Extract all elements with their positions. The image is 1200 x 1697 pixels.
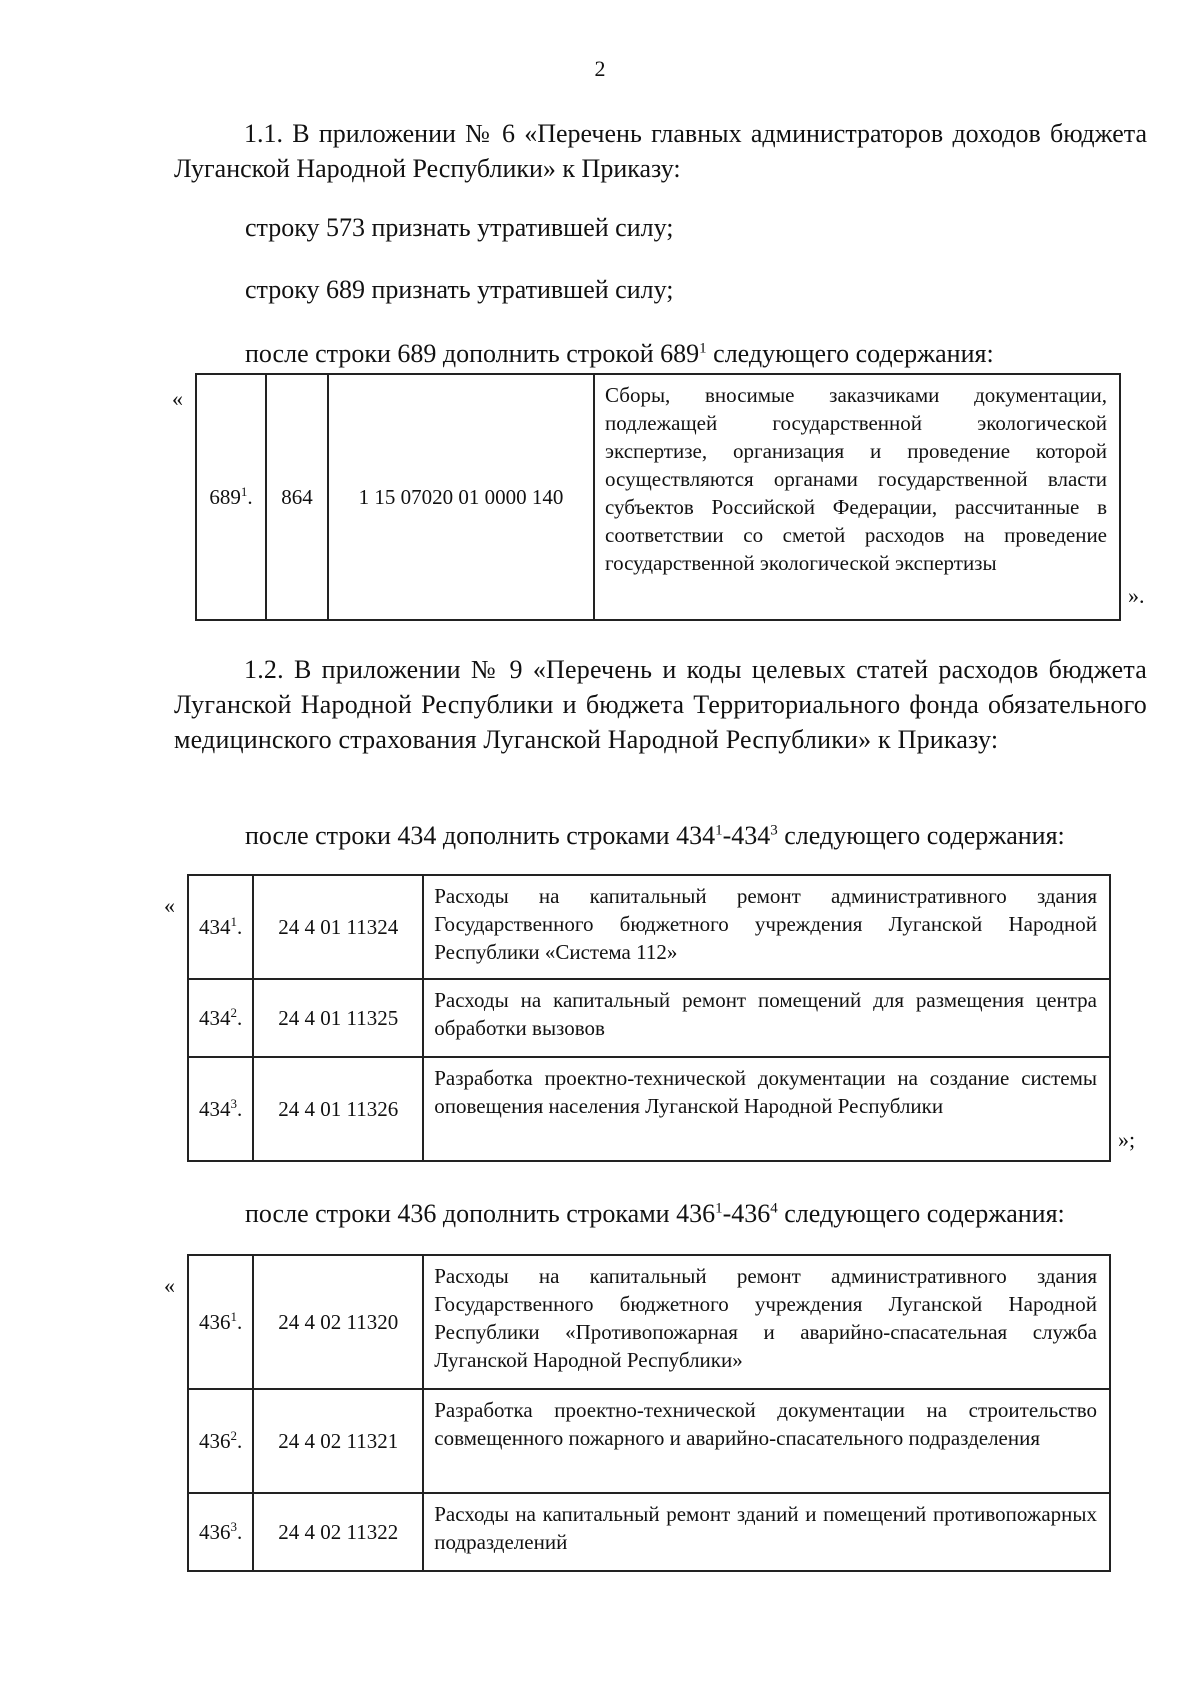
add-after-436-mid: -436 — [722, 1199, 771, 1228]
section-1-2-heading: 1.2. В приложении № 9 «Перечень и коды целевых статей расходов бюджета Луганской Народной Республики и бюджета Территориального фонда обязательного медицинского страхования Луганской Народной Республики» к Приказу: — [174, 655, 1147, 754]
row-number: $436^3$. — [188, 1493, 253, 1571]
row-number: $436^2$. — [188, 1389, 253, 1493]
open-quote: « — [164, 1273, 175, 1298]
add-after-689-prefix: после строки 689 дополнить строкой 689 — [245, 339, 700, 368]
target-code: 24 4 01 11326 — [253, 1057, 423, 1161]
table-689 — [195, 373, 1121, 621]
target-code: 24 4 02 11320 — [253, 1255, 423, 1389]
line-689: строку 689 признать утратившей силу; — [245, 275, 674, 304]
target-code: 24 4 01 11324 — [253, 875, 423, 979]
table-row — [196, 374, 1120, 620]
row-description: Сборы, вносимые заказчиками документации, подлежащей государственной экологической экспертизе, организация и проведение которой осуществляются органами государственной власти субъектов Российской Федерации, рассчитанные в соответствии со сметой расходов на проведение государственной экологической экспертизы — [594, 374, 1120, 620]
add-after-434-sup1: 1 — [715, 822, 723, 839]
row-description: Расходы на капитальный ремонт помещений для размещения центра обработки вызовов — [423, 979, 1110, 1057]
add-after-436-prefix: после строки 436 дополнить строками 436 — [245, 1199, 716, 1228]
add-after-436 — [245, 1196, 1065, 1231]
add-after-689 — [245, 336, 994, 371]
add-after-434 — [245, 818, 1065, 853]
admin-code: 864 — [266, 374, 328, 620]
add-after-434-sup2: 3 — [770, 822, 778, 839]
add-after-434-mid: -434 — [722, 821, 771, 850]
table-row — [188, 979, 1110, 1057]
row-number: $689^1$. — [196, 374, 266, 620]
table-row — [188, 1057, 1110, 1161]
target-code: 24 4 02 11322 — [253, 1493, 423, 1571]
add-after-436-sup1: 1 — [715, 1200, 723, 1217]
add-after-436-sup2: 4 — [770, 1200, 778, 1217]
open-quote: « — [164, 893, 175, 918]
page-number: 2 — [594, 56, 606, 81]
row-number: $434^1$. — [188, 875, 253, 979]
row-description: Разработка проектно-технической документации на создание системы оповещения населения Луганской Народной Республики — [423, 1057, 1110, 1161]
line-573: строку 573 признать утратившей силу; — [245, 213, 674, 242]
row-description: Разработка проектно-технической документации на строительство совмещенного пожарного и аварийно-спасательного подразделения — [423, 1389, 1110, 1493]
row-number: $434^3$. — [188, 1057, 253, 1161]
table-436 — [187, 1254, 1111, 1572]
table-row — [188, 1255, 1110, 1389]
add-after-689-suffix: следующего содержания: — [706, 339, 994, 368]
budget-code: 1 15 07020 01 0000 140 — [328, 374, 594, 620]
row-number: $434^2$. — [188, 979, 253, 1057]
row-description: Расходы на капитальный ремонт зданий и помещений противопожарных подразделений — [423, 1493, 1110, 1571]
table-row — [188, 875, 1110, 979]
table-434 — [187, 874, 1111, 1162]
row-description: Расходы на капитальный ремонт административного здания Государственного бюджетного учреждения Луганской Народной Республики «Противопожарная и аварийно-спасательная служба Луганской Народной Республики» — [423, 1255, 1110, 1389]
row-description: Расходы на капитальный ремонт административного здания Государственного бюджетного учреждения Луганской Народной Республики «Система 112» — [423, 875, 1110, 979]
section-1-1-heading: 1.1. В приложении № 6 «Перечень главных администраторов доходов бюджета Луганской Народной Республики» к Приказу: — [174, 119, 1147, 183]
target-code: 24 4 01 11325 — [253, 979, 423, 1057]
add-after-436-suffix: следующего содержания: — [777, 1199, 1065, 1228]
add-after-434-prefix: после строки 434 дополнить строками 434 — [245, 821, 716, 850]
open-quote: « — [172, 386, 183, 411]
table-row — [188, 1493, 1110, 1571]
close-quote: ». — [1128, 583, 1145, 608]
add-after-689-sup: 1 — [699, 340, 707, 357]
row-number: $436^1$. — [188, 1255, 253, 1389]
close-quote: »; — [1118, 1127, 1136, 1152]
table-row — [188, 1389, 1110, 1493]
target-code: 24 4 02 11321 — [253, 1389, 423, 1493]
add-after-434-suffix: следующего содержания: — [777, 821, 1065, 850]
